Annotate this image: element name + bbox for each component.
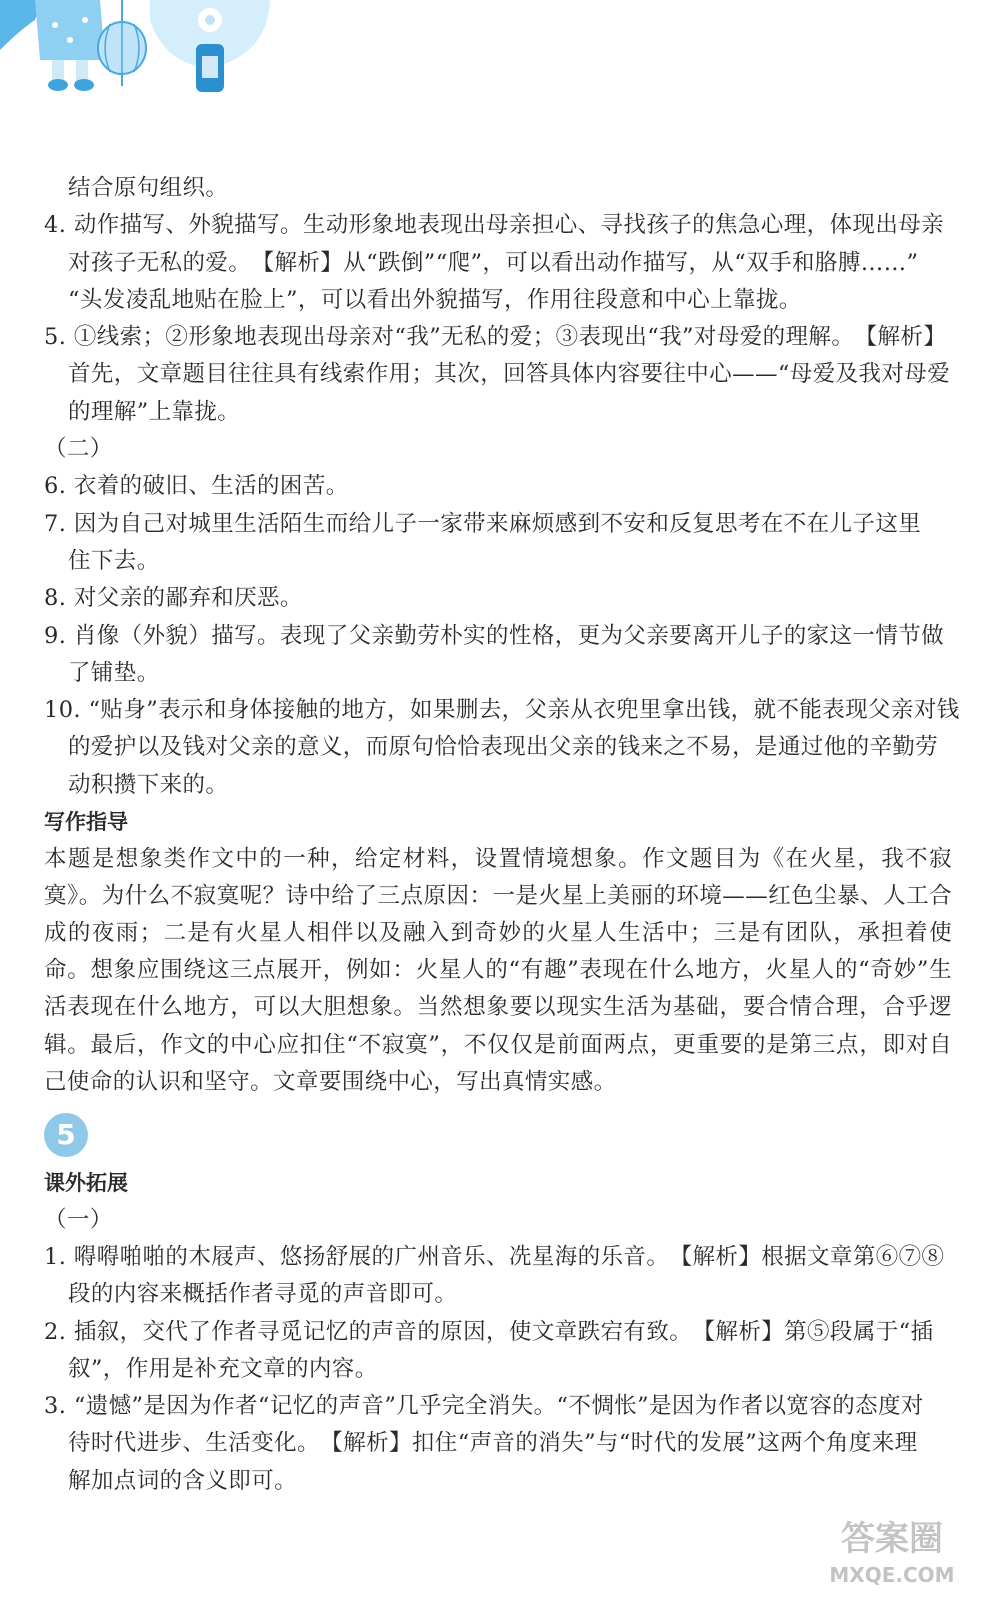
answer-line: 10. “贴身”表示和身体接触的地方，如果删去，父亲从衣兜里拿出钱，就不能表现父亲对钱 [44,697,960,724]
answer-line: 解加点词的含义即可。 [68,1467,298,1494]
answer-line: 对孩子无私的爱。 【解析】从“跌倒”“爬”，可以看出动作描写，从“双手和胳膊……” [68,249,919,276]
section-number-badge: 5 [44,1113,88,1157]
answer-line: 结合原句组织。 [68,175,229,201]
answer-line: 动积攒下来的。 [68,771,229,798]
answer-line: 6. 衣着的破旧、生活的困苦。 [44,473,349,500]
answer-line: 首先，文章题目往往具有线索作用；其次，回答具体内容要往中心——“母爱及我对母爱 [68,361,951,388]
answer-line: 4. 动作描写、外貌描写。生动形象地表现出母亲担心、寻找孩子的焦急心理，体现出母亲 [44,212,945,239]
answer-line: 8. 对父亲的鄙弃和厌恶。 [44,585,303,612]
answer-line: 段的内容来概括作者寻觅的声音即可。 [68,1281,458,1308]
answer-page [44,170,960,1500]
answer-line: 1. 嘚嘚啪啪的木屐声、悠扬舒展的广州音乐、冼星海的乐音。 【解析】根据文章第⑥⑦⑧ [44,1244,945,1270]
answer-line: 2. 插叙，交代了作者寻觅记忆的声音的原因，使文章跌宕有致。 【解析】第⑤段属于“插 [44,1318,934,1345]
answer-line: （一） [44,1206,113,1233]
answer-line: “头发凌乱地贴在脸上”，可以看出外貌描写，作用往段意和中心上靠拢。 [68,286,802,313]
answer-line: 5. ①线索；②形象地表现出母亲对“我”无私的爱；③表现出“我”对母爱的理解。 【解析】 [44,324,947,351]
answer-line: 住下去。 [68,547,160,574]
watermark-bottom: MXQE.COM [829,1563,955,1587]
girl-figure-icon [35,0,105,91]
answer-line: 的理解”上靠拢。 [68,398,241,425]
watermark-top: 答案圈 [841,1519,943,1559]
answer-line: 了铺垫。 [68,659,160,686]
header-decoration [0,0,300,110]
answer-line: 叙”，作用是补充文章的内容。 [68,1355,378,1382]
answer-line: 9. 肖像（外貌）描写。表现了父亲勤劳朴实的性格，更为父亲要离开儿子的家这一情节做 [44,622,945,649]
answer-line: （二） [44,436,113,463]
answer-line: 待时代进步、生活变化。 【解析】扣住“声音的消失”与“时代的发展”这两个角度来理 [68,1430,918,1457]
watermark-logo [812,1512,972,1592]
extension-heading: 课外拓展 [44,1170,128,1195]
writing-guidance-text: 本题是想象类作文中的一种，给定材料，设置情境想象。作文题目为《在火星，我不寂寞》。为什么不寂寞呢？诗中给了三点原因：一是火星上美丽的环境——红色尘暴、人工合成的夜雨；二是有火星人相伴以及融入到奇妙的火星人生活中；三是有团队，承担着使命。想象应围绕这三点展开，例如：火星人的“有趣”表现在什么地方，火星人的“奇妙”生活表现在什么地方，可以大胆想象。当然想象要以现实生活为基础，要合情合理，合乎逻辑。最后，作文的中心应扣住“不寂寞”，不仅仅是前面两点，更重要的是第三点，即对自己使命的认识和坚守。文章要围绕中心，写出真情实感。 [44,846,952,1095]
answer-line: 的爱护以及钱对父亲的意义，而原句恰恰表现出父亲的钱来之不易，是通过他的辛勤劳 [68,734,939,761]
answer-line: 3. “遗憾”是因为作者“记忆的声音”几乎完全消失。“不惆怅”是因为作者以宽容的态度对 [44,1393,924,1420]
writing-heading: 写作指导 [44,810,128,835]
answers-section-bottom [44,1202,952,1500]
answers-section-top [44,170,960,804]
candle-lantern-icon [196,44,224,92]
lantern-icon [98,0,146,86]
answer-line: 7. 因为自己对城里生活陌生而给儿子一家带来麻烦感到不安和反复思考在不在儿子这里 [44,510,922,537]
